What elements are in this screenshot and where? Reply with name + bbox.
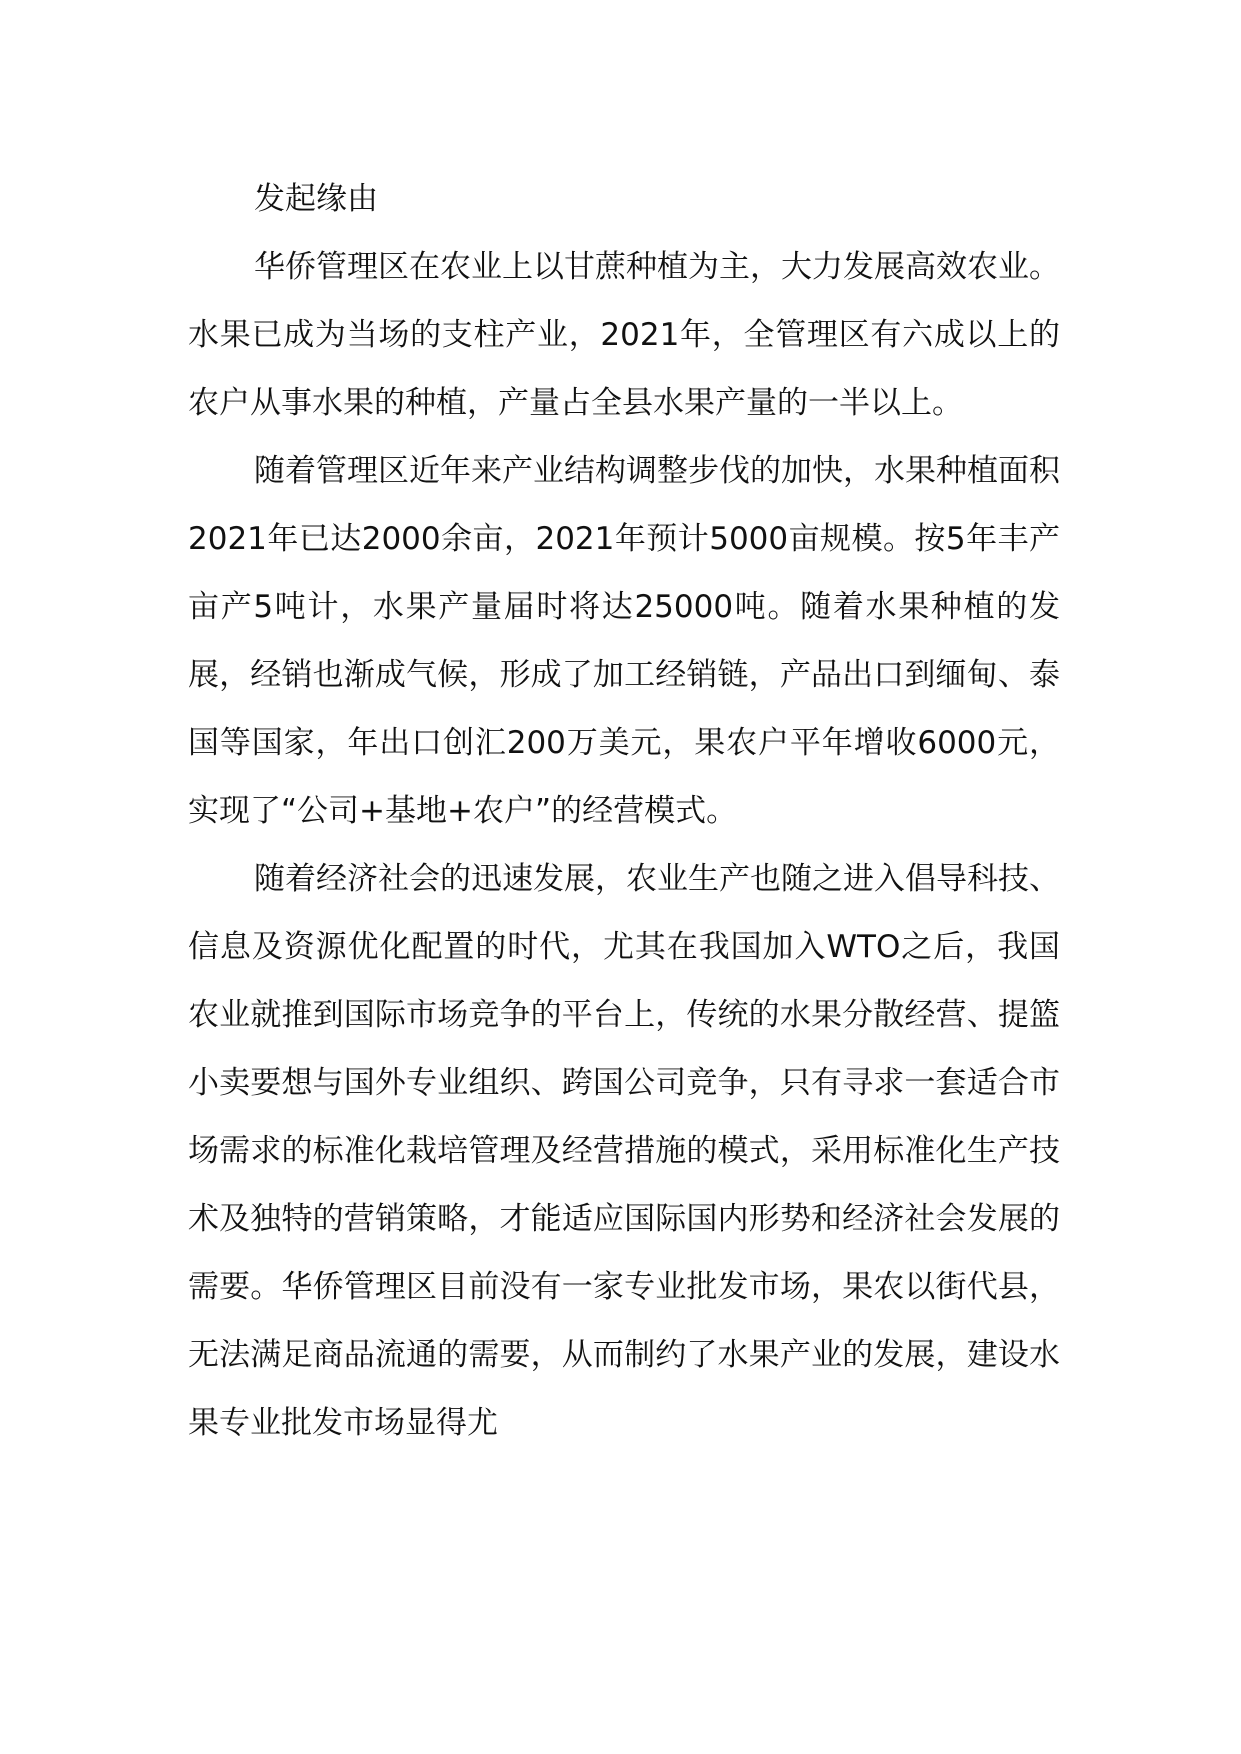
document-body: [188, 165, 1060, 1457]
paragraph-1: 华侨管理区在农业上以甘蔗种植为主，大力发展高效农业。水果已成为当场的支柱产业，2021年，全管理区有六成以上的农户从事水果的种植，产量占全县水果产量的一半以上。: [188, 249, 1060, 421]
paragraph-2: 随着管理区近年来产业结构调整步伐的加快，水果种植面积2021年已达2000余亩，2021年预计5000亩规模。按5年丰产亩产5吨计，水果产量届时将达25000吨。随着水果种植的发展，经销也渐成气候，形成了加工经销链，产品出口到缅甸、泰国等国家，年出口创汇200万美元，果农户平年增收6000元，实现了“公司+基地+农户”的经营模式。: [188, 453, 1060, 829]
paragraph-3: 随着经济社会的迅速发展，农业生产也随之进入倡导科技、信息及资源优化配置的时代，尤其在我国加入WTO之后，我国农业就推到国际市场竞争的平台上，传统的水果分散经营、提篮小卖要想与国外专业组织、跨国公司竞争，只有寻求一套适合市场需求的标准化栽培管理及经营措施的模式，采用标准化生产技术及独特的营销策略，才能适应国际国内形势和经济社会发展的需要。华侨管理区目前没有一家专业批发市场，果农以街代县，无法满足商品流通的需要，从而制约了水果产业的发展，建设水果专业批发市场显得尤: [188, 861, 1060, 1441]
section-heading: 发起缘由: [254, 181, 378, 217]
